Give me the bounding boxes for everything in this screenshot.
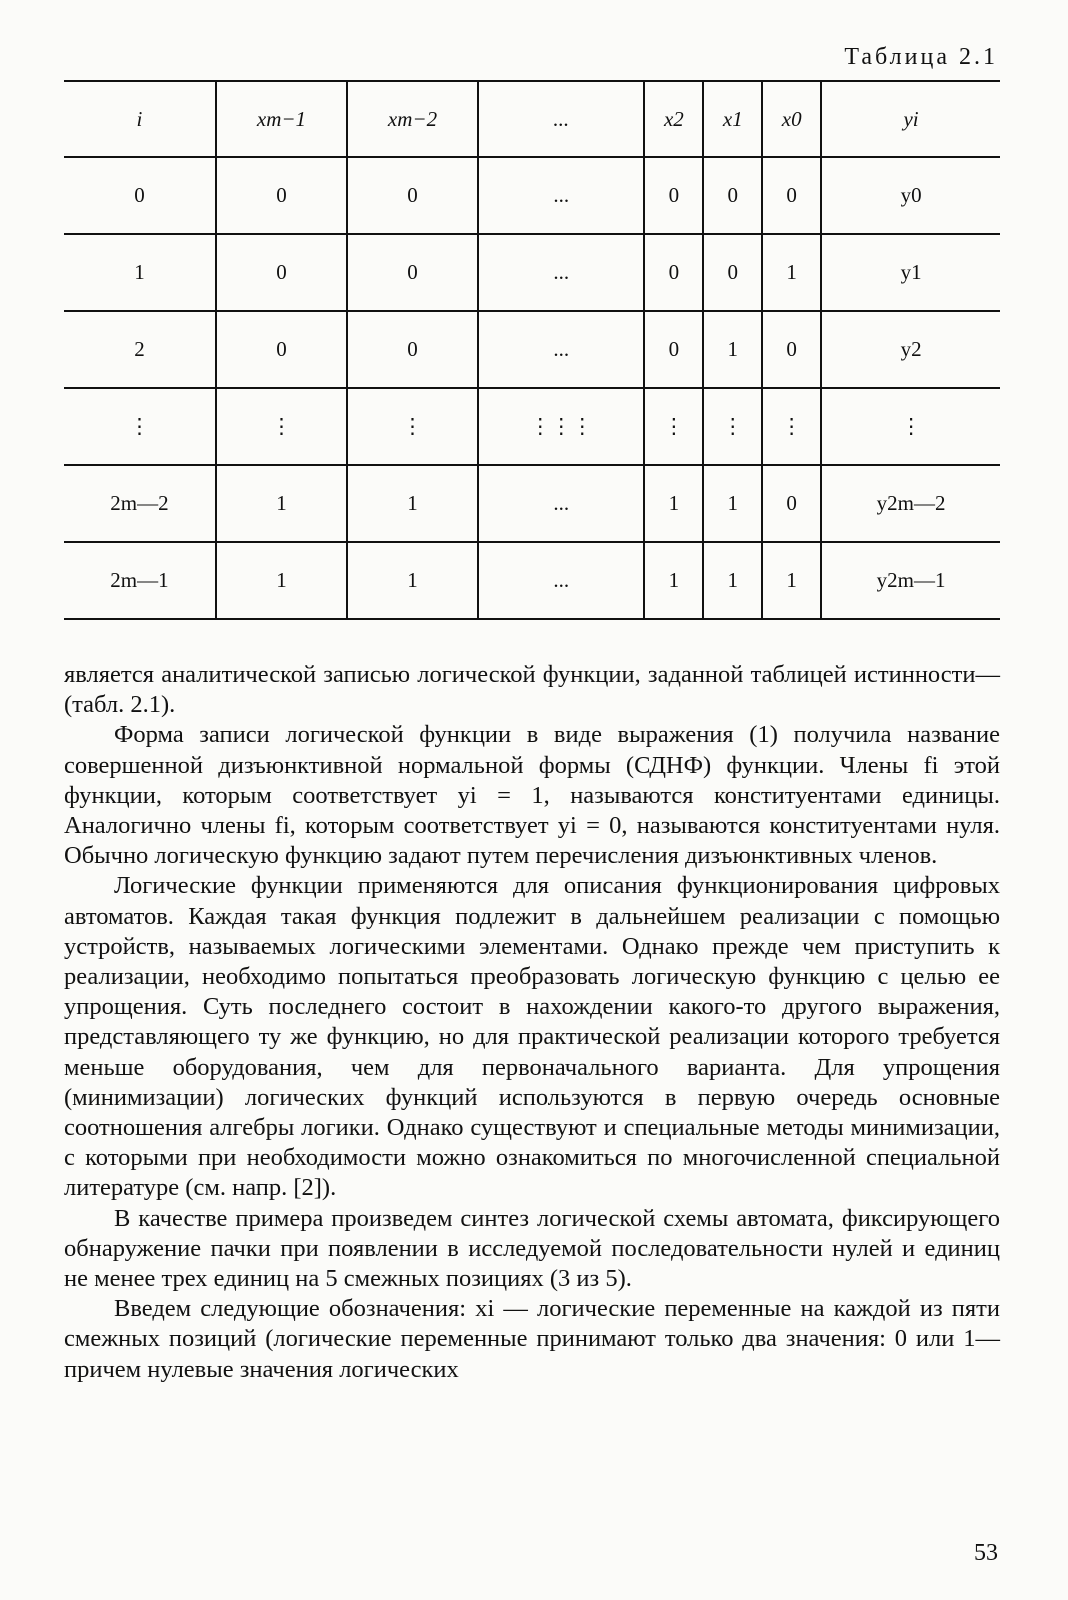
table-cell: 1 — [703, 311, 762, 388]
table-cell: 0 — [216, 234, 347, 311]
table-cell: 1 — [703, 465, 762, 542]
table-row — [64, 234, 1000, 311]
header-cell: x2 — [644, 81, 703, 157]
header-cell: yi — [821, 81, 1000, 157]
table-cell: ... — [478, 311, 644, 388]
header-cell: x1 — [703, 81, 762, 157]
truth-table — [64, 80, 1000, 620]
paragraph: является аналитической записью логической функции, заданной таблицей истинности—(табл. 2.1). — [64, 661, 1000, 719]
table-cell: 0 — [216, 157, 347, 234]
table-cell: ... — [478, 234, 644, 311]
table-header-row — [64, 81, 1000, 157]
table-row — [64, 542, 1000, 619]
table-cell: 0 — [703, 234, 762, 311]
body-text — [64, 660, 1000, 1385]
table-row — [64, 388, 1000, 465]
table-cell: 2 — [64, 311, 216, 388]
table-cell: 1 — [347, 542, 478, 619]
paragraph: Логические функции применяются для описания функционирования цифровых автоматов. Каждая такая функция подлежит в дальнейшем реализации с помощью устройств, называемых логическими элементами. Однако прежде чем приступить к реализации, необходимо попытаться преобразовать логическую функцию с целью ее упрощения. Суть последнего состоит в нахождении какого-то другого выражения, представляющего ту же функцию, но для практической реализации которого требуется меньше оборудования, чем для первоначального варианта. Для упрощения (минимизации) логических функций используются в первую очередь основные соотношения алгебры логики. Однако существуют и специальные методы минимизации, с которыми при необходимости можно ознакомиться по многочисленной специальной литературе (см. напр. [2]). — [64, 872, 1000, 1202]
table-cell: 1 — [64, 234, 216, 311]
paragraph: Форма записи логической функции в виде выражения (1) получила название совершенной дизъюнктивной нормальной формы (СДНФ) функции. Члены fi этой функции, которым соответствует yi = 1, называются конституентами единицы. Аналогично члены fi, которым соответствует yi = 0, называются конституентами нуля. Обычно логическую функцию задают путем перечисления дизъюнктивных членов. — [64, 721, 1000, 870]
table-cell: 1 — [216, 542, 347, 619]
table-cell: 1 — [644, 465, 703, 542]
table-cell: 0 — [762, 311, 821, 388]
table-cell: 0 — [762, 465, 821, 542]
table-cell: 1 — [762, 542, 821, 619]
table-cell: 1 — [703, 542, 762, 619]
table-cell: ... — [478, 465, 644, 542]
table-cell: y2 — [821, 311, 1000, 388]
table-cell: 0 — [216, 311, 347, 388]
header-cell: i — [64, 81, 216, 157]
table-cell: y2m—2 — [821, 465, 1000, 542]
table-cell: 2m—1 — [64, 542, 216, 619]
header-cell: ... — [478, 81, 644, 157]
paragraph: Введем следующие обозначения: xi — логические переменные на каждой из пяти смежных позиций (логические переменные принимают только два значения: 0 или 1—причем нулевые значения логических — [64, 1295, 1000, 1383]
table-cell: ... — [478, 157, 644, 234]
table-cell: 0 — [347, 157, 478, 234]
table-cell: ... — [478, 542, 644, 619]
table-cell: 0 — [703, 157, 762, 234]
table-cell: ⋮ — [64, 388, 216, 465]
table-cell: y1 — [821, 234, 1000, 311]
header-cell: xm−2 — [347, 81, 478, 157]
table-cell: ⋮ — [216, 388, 347, 465]
table-cell: y0 — [821, 157, 1000, 234]
paragraph: В качестве примера произведем синтез логической схемы автомата, фиксирующего обнаружение пачки при появлении в исследуемой последовательности нулей и единиц не менее трех единиц на 5 смежных позициях (3 из 5). — [64, 1204, 1000, 1293]
page-number: 53 — [974, 1540, 998, 1566]
table-cell: 0 — [347, 234, 478, 311]
table-row — [64, 311, 1000, 388]
table-cell: ⋮ — [703, 388, 762, 465]
table-row — [64, 465, 1000, 542]
table-row — [64, 157, 1000, 234]
table-cell: 1 — [347, 465, 478, 542]
table-cell: y2m—1 — [821, 542, 1000, 619]
table-cell: 2m—2 — [64, 465, 216, 542]
table-cell: 0 — [347, 311, 478, 388]
table-cell: ⋮ — [347, 388, 478, 465]
table-cell: 0 — [762, 157, 821, 234]
table-cell: 0 — [64, 157, 216, 234]
table-cell: 0 — [644, 234, 703, 311]
table-cell: ⋮ — [762, 388, 821, 465]
table-cell: 1 — [762, 234, 821, 311]
table-cell: ⋮ — [821, 388, 1000, 465]
table-cell: 1 — [644, 542, 703, 619]
table-cell: ⋮ — [644, 388, 703, 465]
header-cell: x0 — [762, 81, 821, 157]
table-cell: 0 — [644, 311, 703, 388]
header-cell: xm−1 — [216, 81, 347, 157]
table-caption: Таблица 2.1 — [844, 44, 998, 70]
table-cell: 1 — [216, 465, 347, 542]
table-cell: ⋮⋮⋮ — [478, 388, 644, 465]
table-cell: 0 — [644, 157, 703, 234]
